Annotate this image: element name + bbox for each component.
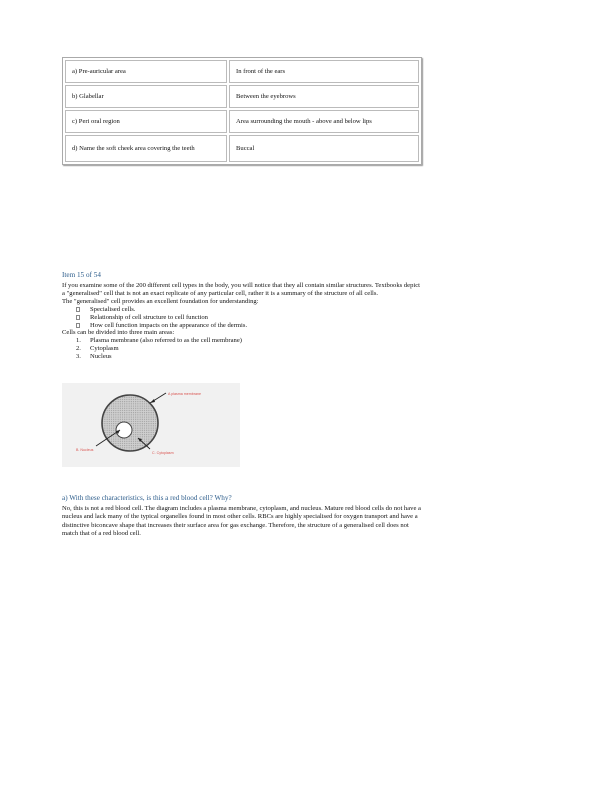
label-cytoplasm: C. Cytoplasm <box>152 451 174 455</box>
table-cell-term: a) Pre-auricular area <box>65 60 227 83</box>
table-row <box>65 135 419 162</box>
cell-nucleus-shape <box>116 422 132 438</box>
intro-paragraph: If you examine some of the 200 different cell types in the body, you will notice that they all contain similar structures. Textbooks depict a "generalised" cell that is not an exact replicate of any particular cell, rather it is a summary of the structure of all cells. <box>62 282 420 297</box>
table-cell-term: d) Name the soft cheek area covering the teeth <box>65 135 227 162</box>
table-row <box>65 110 419 133</box>
divided-paragraph: Cells can be divided into three main areas: <box>62 329 175 337</box>
bullet-box-icon <box>76 323 80 328</box>
list-item: How cell function impacts on the appearance of the dermis. <box>76 322 422 330</box>
table-cell-answer: Buccal <box>229 135 419 162</box>
list-item: 2. Cytoplasm <box>76 345 119 353</box>
bullet-box-icon <box>76 307 80 312</box>
list-item: 3. Nucleus <box>76 353 112 361</box>
cell-diagram <box>62 383 240 467</box>
table-cell-term: b) Glabellar <box>65 85 227 108</box>
list-item: 1. Plasma membrane (also referred to as the cell membrane) <box>76 337 242 345</box>
label-plasma-membrane: A plasma membrane <box>168 392 201 396</box>
table-cell-answer: Area surrounding the mouth - above and below lips <box>229 110 419 133</box>
understanding-list <box>62 306 422 330</box>
table-row <box>65 60 419 83</box>
item-body <box>62 282 422 361</box>
item-title: Item 15 of 54 <box>62 271 101 279</box>
label-nucleus: B. Nucleus <box>76 448 94 452</box>
list-item: Relationship of cell structure to cell function <box>76 314 422 322</box>
answer-paragraph: No, this is not a red blood cell. The diagram includes a plasma membrane, cytoplasm, and nucleus. Mature red blood cells do not have a nucleus and lack many of the typical organelles found in most other cells. RBCs are highly specialised for oxygen transport and have a distinctive biconcave shape that increases their surface area for gas exchange. Therefore, the structure of a generalised cell does not match that of a red blood cell. <box>62 505 421 538</box>
list-item: Specialised cells. <box>76 306 422 314</box>
table-row <box>65 85 419 108</box>
cell-diagram-svg <box>62 383 240 467</box>
table-cell-answer: Between the eyebrows <box>229 85 419 108</box>
question-heading: a) With these characteristics, is this a red blood cell? Why? <box>62 494 232 502</box>
table-cell-term: c) Peri oral region <box>65 110 227 133</box>
table-cell-answer: In front of the ears <box>229 60 419 83</box>
foundation-paragraph: The "generalised" cell provides an excellent foundation for understanding: <box>62 297 259 305</box>
cell-areas-list <box>62 337 422 361</box>
bullet-box-icon <box>76 315 80 320</box>
cell-membrane-shape <box>102 395 158 451</box>
facial-areas-table <box>62 57 422 165</box>
